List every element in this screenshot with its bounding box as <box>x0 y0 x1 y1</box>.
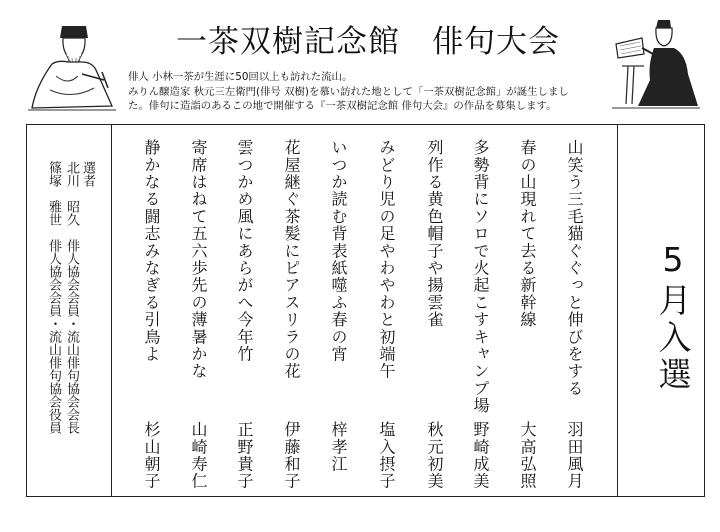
reader-portrait-illustration <box>608 14 703 114</box>
poem-author: 野崎成美 <box>471 421 490 490</box>
poem-text: 静かなる闘志みなぎる引鳥よ <box>142 139 161 363</box>
poem-author: 山崎寿仁 <box>189 421 208 490</box>
intro-text <box>128 70 628 114</box>
intro-line: 俳人 小林一茶が生涯に50回以上も訪れた流山。 <box>128 71 353 83</box>
poem-text: 雲つかめ風にあらがへ今年竹 <box>235 139 254 363</box>
poem-text: 寄席はねて五六歩先の薄暑かな <box>189 139 208 380</box>
poem-author: 梓孝江 <box>329 421 348 473</box>
month-selection-label: 5月入選 <box>653 240 693 394</box>
poem-author: 伊藤和子 <box>282 421 301 490</box>
poet-portrait-illustration <box>22 16 122 116</box>
poem-author: 大高弘照 <box>518 421 537 490</box>
judge-entry: 北川 昭久 俳人協会会員・流山俳句協会会長 <box>64 161 79 434</box>
selection-panel <box>26 124 705 497</box>
poem-author: 羽田風月 <box>565 421 584 490</box>
poem-text: 山笑う三毛猫ぐぐっと伸びをする <box>565 139 584 397</box>
intro-line: みりん醸造家 秋元三左衛門(俳号 双樹)を慕い訪れた地として「一茶双樹記念館」が誕生しまし <box>128 85 569 98</box>
poem-text: 多勢背にソロで火起こすキャンプ場 <box>471 139 490 415</box>
poem-author: 塩入摂子 <box>377 421 396 490</box>
page-title: 一茶双樹記念館 俳句大会 <box>176 24 560 60</box>
judges-heading: 選者 <box>80 161 95 187</box>
poem-text: みどり児の足やわやわと初端午 <box>377 139 396 380</box>
poem-text: 春の山現れて去る新幹線 <box>518 139 537 329</box>
poem-author: 杉山朝子 <box>142 421 161 490</box>
poem-text: いつか読む背表紙噬ふ春の宵 <box>329 139 348 363</box>
poem-author: 秋元初美 <box>425 421 444 490</box>
page-header <box>0 0 720 118</box>
divider-line <box>111 125 112 496</box>
intro-line: た。俳句に造詣のあるこの地で開催する『一茶双樹記念館 俳句大会』の作品を募集します。 <box>128 100 557 112</box>
poem-text: 花屋継ぐ茶髪にピアスリラの花 <box>282 139 301 380</box>
divider-line <box>617 125 618 496</box>
judge-entry: 篠塚 雅世 俳人協会会員・流山俳句協会役員 <box>46 161 61 434</box>
poem-author: 正野貴子 <box>235 421 254 490</box>
poem-text: 列作る黄色帽子や揚雲雀 <box>425 139 444 329</box>
